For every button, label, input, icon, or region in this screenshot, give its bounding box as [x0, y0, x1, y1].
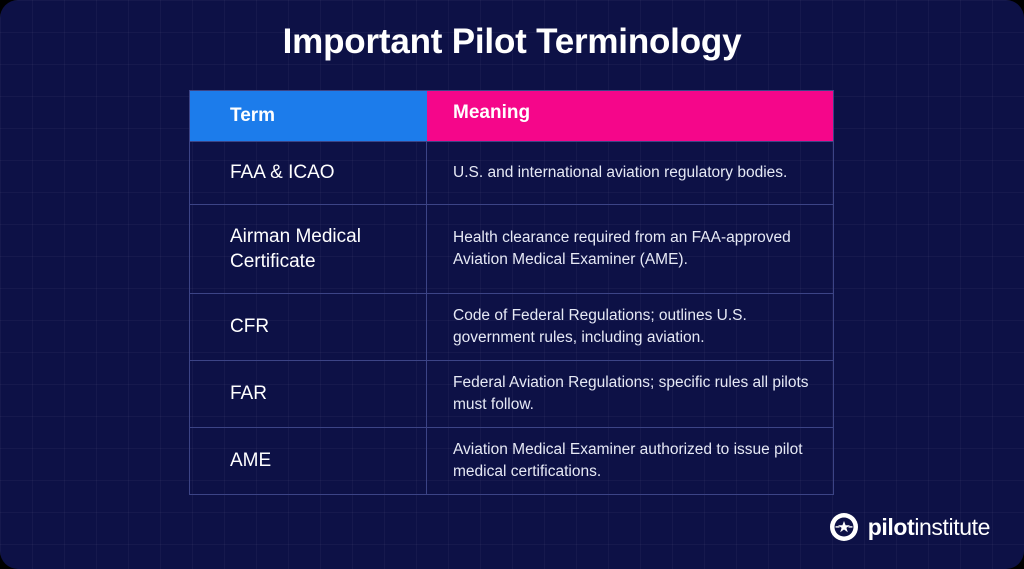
- cell-meaning: Code of Federal Regulations; outlines U.S. government rules, including aviation.: [453, 307, 747, 346]
- cell-meaning: Aviation Medical Examiner authorized to issue pilot medical certifications.: [453, 441, 803, 480]
- cell-term: FAR: [190, 361, 427, 427]
- cell-term: FAA & ICAO: [190, 142, 427, 204]
- cell-meaning: Federal Aviation Regulations; specific rules all pilots must follow.: [453, 374, 809, 413]
- star-wings-icon: [830, 513, 858, 541]
- table-row: [190, 428, 833, 494]
- brand-logo: [830, 513, 990, 541]
- table-row: [190, 361, 833, 428]
- brand-name: [868, 514, 990, 541]
- cell-term: Airman Medical Certificate: [190, 205, 427, 293]
- terminology-table: [189, 90, 834, 495]
- brand-name-bold: pilot: [867, 513, 915, 540]
- table-row: [190, 205, 833, 294]
- cell-term: CFR: [190, 294, 427, 360]
- page-title: Important Pilot Terminology: [282, 22, 742, 61]
- cell-term: AME: [190, 428, 427, 494]
- column-header-meaning: Meaning: [427, 91, 833, 141]
- brand-name-light: institute: [914, 513, 990, 540]
- table-header-row: [190, 91, 833, 142]
- cell-meaning: U.S. and international aviation regulatory bodies.: [453, 164, 788, 181]
- column-header-term: Term: [190, 91, 427, 141]
- table-row: [190, 294, 833, 361]
- cell-meaning: Health clearance required from an FAA-approved Aviation Medical Examiner (AME).: [453, 229, 791, 268]
- table-row: [190, 142, 833, 205]
